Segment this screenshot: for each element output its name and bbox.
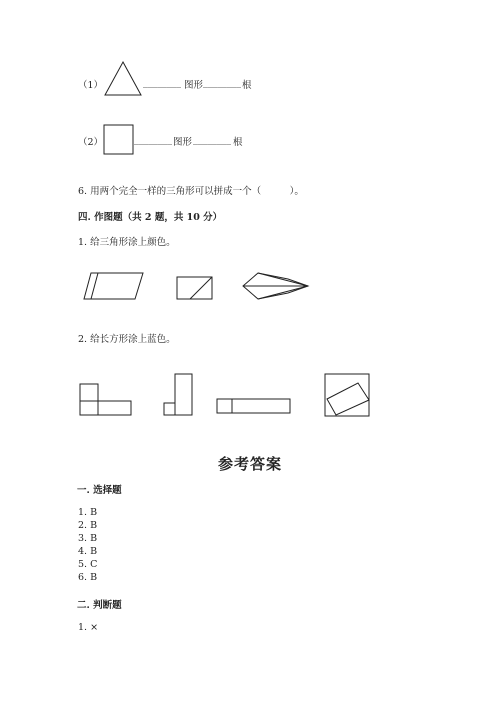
answer-item: 4. B xyxy=(78,546,98,557)
l-shape-figure[interactable] xyxy=(79,383,133,417)
q5-item2-number: （2） xyxy=(78,137,104,148)
rectangle-diagonal-figure[interactable] xyxy=(176,276,216,302)
answer-item: 2. B xyxy=(78,520,98,531)
q5-item2-blank1[interactable]: ________ xyxy=(134,134,172,145)
q5-item2-blank2[interactable]: ________ xyxy=(193,134,231,145)
answer-item: 1. × xyxy=(78,622,99,633)
answer-item: 1. B xyxy=(78,507,98,518)
answer-item: 3. B xyxy=(78,533,98,544)
answer-item: 6. B xyxy=(78,572,98,583)
long-rectangle-figure[interactable] xyxy=(216,398,292,416)
answers-title: 参考答案 xyxy=(218,455,283,473)
answers-section2-heading: 二. 判断题 xyxy=(77,600,122,611)
answers-section1-heading: 一. 选择题 xyxy=(77,485,122,496)
q5-item1-word1: 图形 xyxy=(184,80,204,91)
q5-item1-number: （1） xyxy=(78,80,104,91)
q6-text: 6. 用两个完全一样的三角形可以拼成一个（ ）。 xyxy=(78,186,304,197)
q5-item1-blank1[interactable]: ________ xyxy=(143,77,181,88)
triangle-figure xyxy=(103,61,143,97)
parallelogram-figure[interactable] xyxy=(83,272,145,302)
q5-item2-word1: 图形 xyxy=(173,137,193,148)
square-with-rotated-rectangle-figure[interactable] xyxy=(324,373,372,419)
tall-blocks-figure[interactable] xyxy=(163,373,195,417)
q5-item1-word2: 根 xyxy=(242,80,252,91)
section4-q1-text: 1. 给三角形涂上颜色。 xyxy=(78,237,176,248)
answer-item: 5. C xyxy=(78,559,98,570)
q5-item2-word2: 根 xyxy=(233,137,243,148)
section4-heading: 四. 作图题（共 2 题，共 10 分） xyxy=(78,212,223,223)
q5-item1-blank2[interactable]: ________ xyxy=(203,77,241,88)
square-figure xyxy=(103,124,135,156)
hexagon-triangles-figure[interactable] xyxy=(242,272,310,302)
section4-q2-text: 2. 给长方形涂上蓝色。 xyxy=(78,334,176,345)
